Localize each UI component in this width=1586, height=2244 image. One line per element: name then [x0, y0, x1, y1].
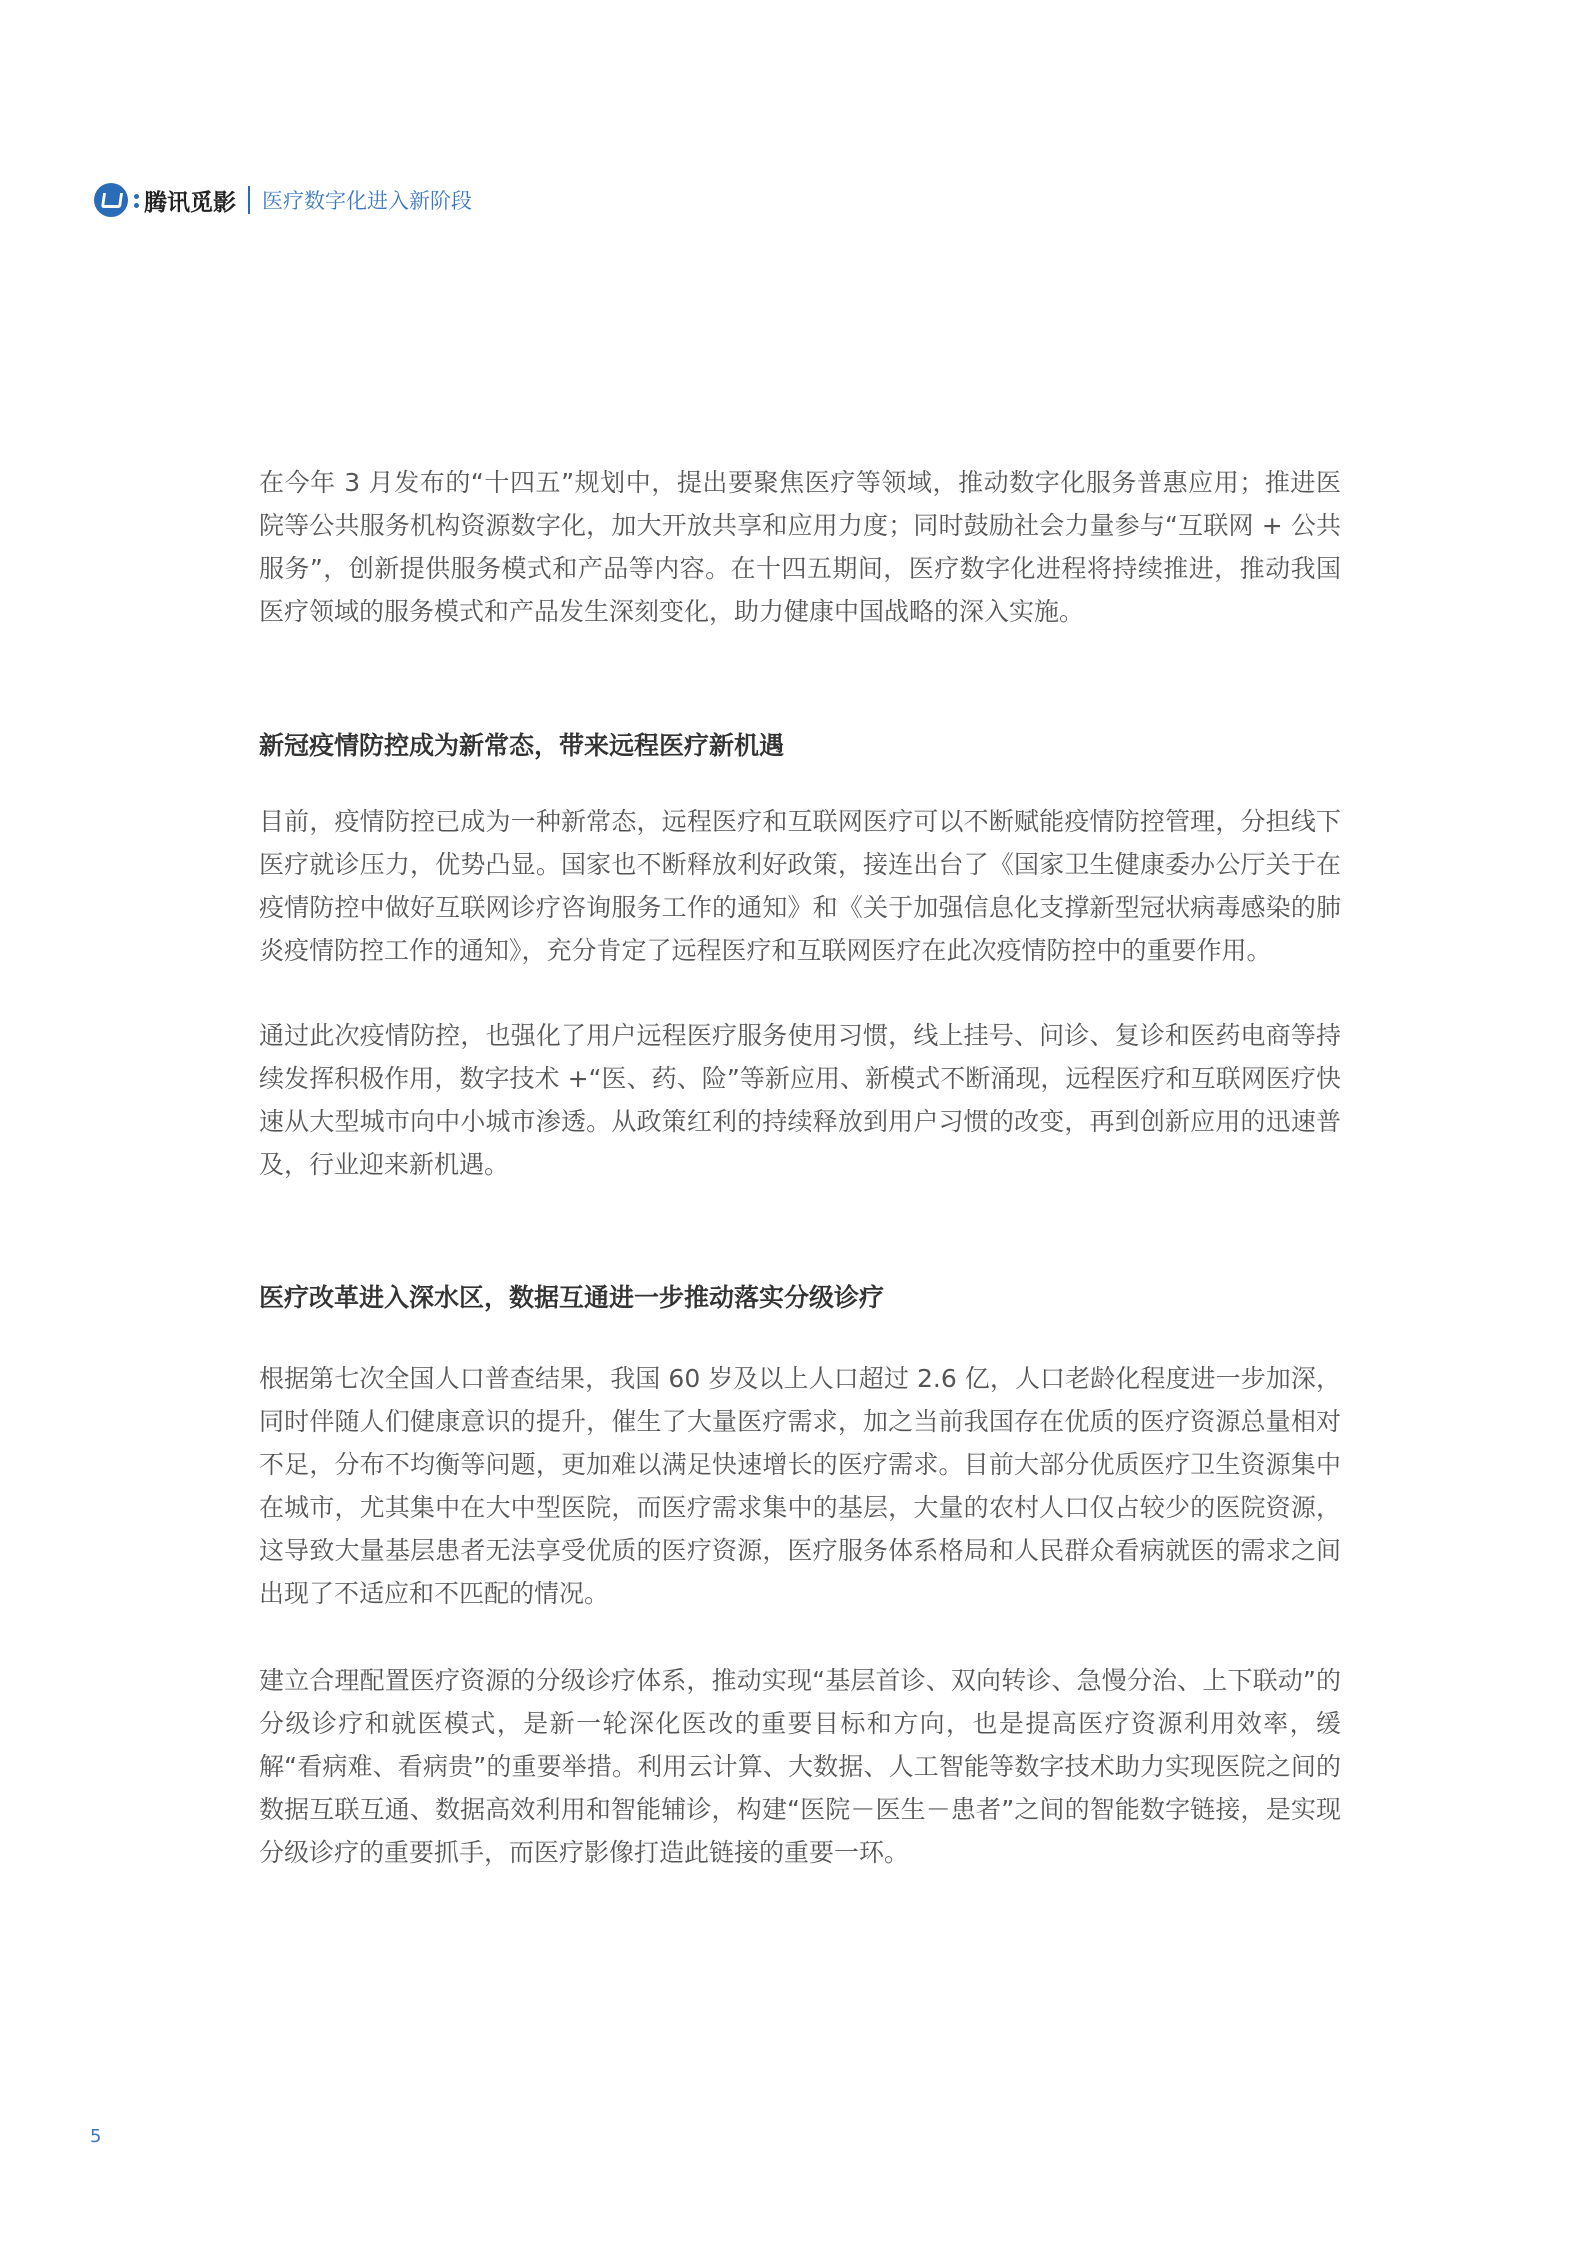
- section-heading-reform: 医疗改革进入深水区，数据互通进一步推动落实分级诊疗: [259, 1283, 885, 1312]
- section-heading-covid: 新冠疫情防控成为新常态，带来远程医疗新机遇: [259, 731, 785, 760]
- report-title: 医疗数字化进入新阶段: [262, 189, 472, 213]
- logo-dots-icon: [134, 190, 140, 210]
- paragraph-covid-2: 通过此次疫情防控，也强化了用户远程医疗服务使用习惯，线上挂号、问诊、复诊和医药电商等持续发挥积极作用，数字技术 +“医、药、险”等新应用、新模式不断涌现，远程医疗和互联网医疗快速从大型城市向中小城市渗透。从政策红利的持续释放到用户习惯的改变，再到创新应用的迅速普及，行业迎来新机遇。: [259, 1021, 1341, 1179]
- paragraph-intro: 在今年 3 月发布的“十四五”规划中，提出要聚焦医疗等领域，推动数字化服务普惠应用；推进医院等公共服务机构资源数字化，加大开放共享和应用力度；同时鼓励社会力量参与“互联网 + 公共服务”，创新提供服务模式和产品等内容。在十四五期间，医疗数字化进程将持续推进，推动我国医疗领域的服务模式和产品发生深刻变化，助力健康中国战略的深入实施。: [259, 468, 1341, 626]
- header-divider: [248, 186, 250, 214]
- page-header: [94, 183, 472, 217]
- paragraph-covid-1: 目前，疫情防控已成为一种新常态，远程医疗和互联网医疗可以不断赋能疫情防控管理，分担线下医疗就诊压力，优势凸显。国家也不断释放利好政策，接连出台了《国家卫生健康委办公厅关于在疫情防控中做好互联网诊疗咨询服务工作的通知》和《关于加强信息化支撑新型冠状病毒感染的肺炎疫情防控工作的通知》，充分肯定了远程医疗和互联网医疗在此次疫情防控中的重要作用。: [259, 807, 1341, 965]
- page-number: 5: [90, 2126, 102, 2147]
- brand-name: 腾讯觅影: [144, 189, 236, 216]
- paragraph-reform-1: 根据第七次全国人口普查结果，我国 60 岁及以上人口超过 2.6 亿，人口老龄化程度进一步加深，同时伴随人们健康意识的提升，催生了大量医疗需求，加之当前我国存在优质的医疗资源总量相对不足，分布不均衡等问题，更加难以满足快速增长的医疗需求。目前大部分优质医疗卫生资源集中在城市，尤其集中在大中型医院，而医疗需求集中的基层，大量的农村人口仅占较少的医院资源，这导致大量基层患者无法享受优质的医疗资源，医疗服务体系格局和人民群众看病就医的需求之间出现了不适应和不匹配的情况。: [259, 1364, 1341, 1608]
- tencent-miying-logo-icon: [94, 183, 128, 217]
- paragraph-reform-2: 建立合理配置医疗资源的分级诊疗体系，推动实现“基层首诊、双向转诊、急慢分治、上下联动”的分级诊疗和就医模式，是新一轮深化医改的重要目标和方向，也是提高医疗资源利用效率，缓解“看病难、看病贵”的重要举措。利用云计算、大数据、人工智能等数字技术助力实现医院之间的数据互联互通、数据高效利用和智能辅诊，构建“医院－医生－患者”之间的智能数字链接，是实现分级诊疗的重要抓手，而医疗影像打造此链接的重要一环。: [259, 1666, 1341, 1867]
